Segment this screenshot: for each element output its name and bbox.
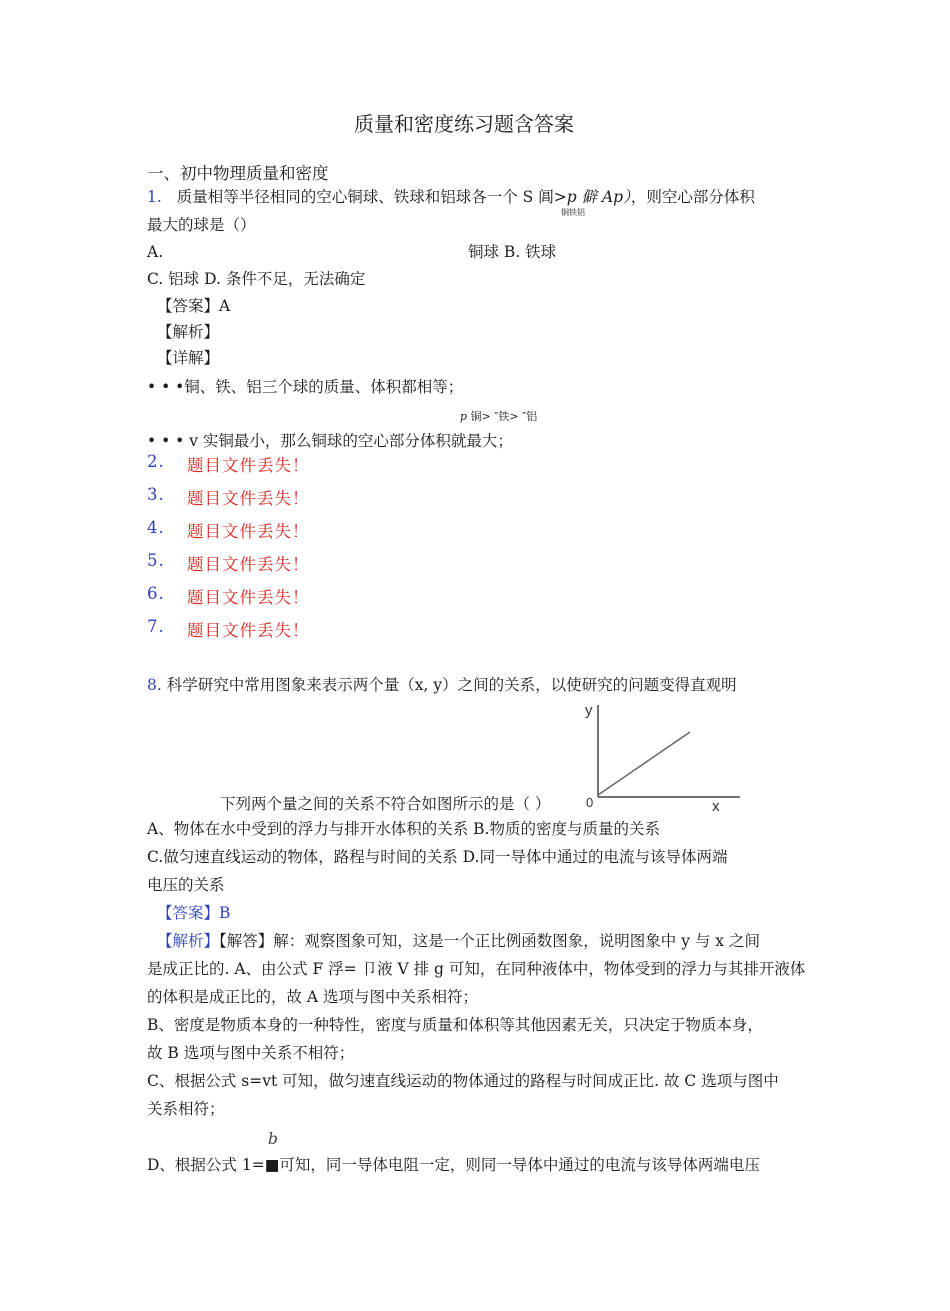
question-number: 7. xyxy=(147,617,165,636)
question-1-line-2: 最大的球是（） xyxy=(147,216,256,234)
section-heading: 一、初中物理质量和密度 xyxy=(147,164,329,183)
option-a-b: 铜球 B. 铁球 xyxy=(468,243,557,261)
detail-heading: 【详解】 xyxy=(157,349,220,367)
density-relation-text: 铜> ″铁> ″铝 xyxy=(470,410,538,423)
origin-label: 0 xyxy=(586,795,594,810)
option-c-d: C. 铝球 D. 条件不足，无法确定 xyxy=(147,270,366,288)
lost-text: 题目文件丢失！ xyxy=(187,555,310,574)
analysis-line-4: B、密度是物质本身的一种特性，密度与质量和体积等其他因素无关，只决定于物质本身， xyxy=(147,1016,763,1034)
lost-text: 题目文件丢失！ xyxy=(187,522,310,541)
list-item xyxy=(147,584,310,607)
list-item xyxy=(147,452,310,475)
density-relation xyxy=(460,408,537,424)
answer xyxy=(157,902,230,924)
list-item xyxy=(147,485,310,508)
option-a-label: A. xyxy=(147,243,164,261)
list-item xyxy=(147,518,310,541)
proportional-graph xyxy=(580,697,755,817)
option-a-b: A、物体在水中受到的浮力与排开水体积的关系 B.物质的密度与质量的关系 xyxy=(147,820,660,838)
question-8-stem xyxy=(147,674,737,696)
formula-subscript: 铜铁铝 xyxy=(561,208,585,217)
lost-text: 题目文件丢失！ xyxy=(187,588,310,607)
question-number: 6. xyxy=(147,584,165,603)
question-number: 3. xyxy=(147,485,165,504)
question-number: 4. xyxy=(147,518,165,537)
question-number: 1. xyxy=(147,188,162,206)
question-text: 质量相等半径相同的空心铜球、铁球和铝球各一个 S 阊 xyxy=(176,188,554,206)
question-1-line-1 xyxy=(147,186,755,208)
answer: 【答案】A xyxy=(157,297,231,315)
question-number: 2. xyxy=(147,452,165,471)
x-axis-label: x xyxy=(712,798,720,815)
option-d-continued: 电压的关系 xyxy=(147,876,225,894)
analysis-line-3: 的体积是成正比的，故 A 选项与图中关系相符； xyxy=(147,988,479,1006)
proportional-line xyxy=(598,732,690,795)
question-number: 5. xyxy=(147,551,165,570)
analysis-heading: 【解析】 xyxy=(157,323,220,341)
analysis-line-6: C、根据公式 s=vt 可知，做匀速直线运动的物体通过的路程与时间成正比. 故 C 选项与图中 xyxy=(147,1072,779,1090)
density-symbol: p xyxy=(460,410,468,423)
lost-text: 题目文件丢失！ xyxy=(187,621,310,640)
analysis-line-1 xyxy=(157,930,760,952)
question-number: 8. xyxy=(147,676,162,694)
density-formula: >p 僻 Ap） xyxy=(553,188,631,206)
analysis-text: 【解答】解：观察图象可知，这是一个正比例函数图象，说明图象中 y 与 x 之间 xyxy=(219,932,760,950)
detail-line-1: • • •铜、铁、铝三个球的质量、体积都相等； xyxy=(147,378,464,396)
formula-numerator: b xyxy=(268,1130,278,1148)
question-text: 科学研究中常用图象来表示两个量（x, y）之间的关系，以使研究的问题变得直观明 xyxy=(166,676,737,694)
lost-text: 题目文件丢失！ xyxy=(187,456,310,475)
analysis-tag: 【解析】 xyxy=(157,932,220,950)
analysis-line-8: D、根据公式 1=■可知，同一导体电阻一定，则同一导体中通过的电流与该导体两端电压 xyxy=(147,1156,760,1174)
question-8-stem-2: 下列两个量之间的关系不符合如图所示的是（ ） xyxy=(220,795,551,813)
y-axis-label: y xyxy=(585,702,593,719)
analysis-line-7: 关系相符； xyxy=(147,1100,225,1118)
list-item xyxy=(147,551,310,574)
question-text: ，则空心部分体积 xyxy=(630,188,755,206)
lost-text: 题目文件丢失！ xyxy=(187,489,310,508)
answer-text: 【答案】B xyxy=(157,904,231,922)
page-title: 质量和密度练习题含答案 xyxy=(354,112,574,136)
analysis-line-5: 故 B 选项与图中关系不相符； xyxy=(147,1044,355,1062)
detail-line-2: • • • v 实铜最小，那么铜球的空心部分体积就最大； xyxy=(147,432,513,450)
analysis-line-2: 是成正比的. A、由公式 F 浮= 卩液 V 排 g 可知，在同种液体中，物体受到的浮力与其排开液体 xyxy=(147,960,806,978)
option-c-d: C.做匀速直线运动的物体，路程与时间的关系 D.同一导体中通过的电流与该导体两端 xyxy=(147,848,728,866)
list-item xyxy=(147,617,310,640)
